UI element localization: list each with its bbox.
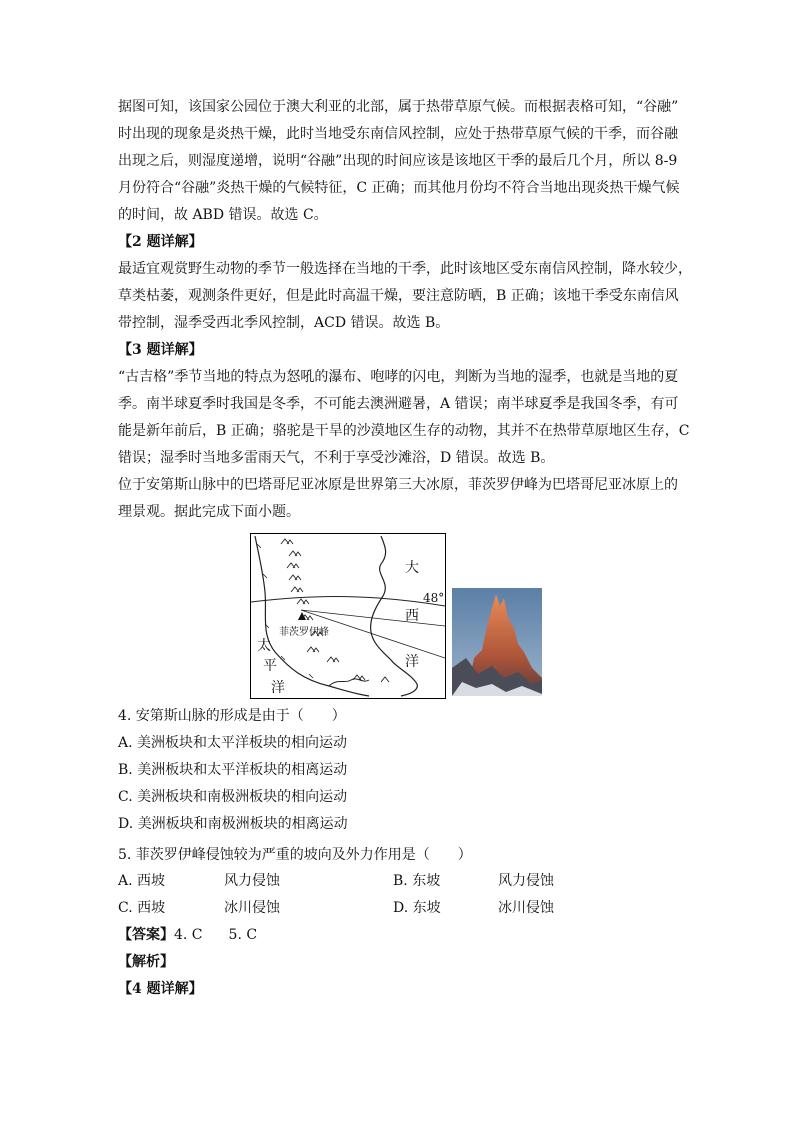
text-line: 据图可知，该国家公园位于澳大利亚的北部，属于热带草原气候。而根据表格可知，“谷融” <box>118 99 679 115</box>
mountain-symbols <box>281 539 389 682</box>
question-5-stem: 5. 菲茨罗伊峰侵蚀较为严重的坡向及外力作用是（ ） <box>118 847 472 863</box>
paragraph-intro <box>118 472 692 526</box>
latitude-line <box>251 597 445 607</box>
text-line: 出现之后，则湿度递增，说明“谷融”出现的时间应该是该地区干季的最后几个月，所以 8-9 <box>118 153 678 169</box>
paragraph-q2-explanation <box>118 256 692 337</box>
analysis-header: 【解析】 <box>118 954 174 970</box>
text-line: 能是新年前后，B 正确；骆驼是干旱的沙漠地区生存的动物，其并不在热带草原地区生存，C <box>118 423 690 439</box>
fitz-roy-photo <box>452 588 542 696</box>
question-5-option-c-slope: C. 西坡 <box>118 900 166 916</box>
question-5-option-d-slope: D. 东坡 <box>393 900 441 916</box>
text-line: 时出现的现象是炎热干燥，此时当地受东南信风控制，应处于热带草原气候的干季，而谷融 <box>118 126 678 142</box>
question-4-option-c: C. 美洲板块和南极洲板块的相向运动 <box>118 789 348 805</box>
paragraph-q1-explanation <box>118 94 692 229</box>
question-5-option-c-force: 冰川侵蚀 <box>224 900 280 916</box>
label-pacific-3: 洋 <box>271 680 285 696</box>
latitude-label: 48° <box>423 591 445 605</box>
patagonia-map <box>250 533 446 699</box>
peak-marker-icon <box>298 612 306 620</box>
question-5-option-a-slope: A. 西坡 <box>118 873 166 889</box>
map-drawing <box>251 534 445 698</box>
answer-q4: 4. C <box>174 927 203 943</box>
answer-line <box>118 922 257 949</box>
question-4-option-b: B. 美洲板块和太平洋板块的相离运动 <box>118 762 348 778</box>
question-5-option-b-slope: B. 东坡 <box>393 873 441 889</box>
label-pacific-2: 平 <box>263 658 277 674</box>
question-4-option-a: A. 美洲板块和太平洋板块的相向运动 <box>118 735 348 751</box>
text-line: 带控制，湿季受西北季风控制，ACD 错误。故选 B。 <box>118 315 450 331</box>
peak-name-label: 菲茨罗伊峰 <box>279 627 329 638</box>
peak-photo-drawing <box>452 588 542 696</box>
text-line: 理景观。据此完成下面小题。 <box>118 504 300 520</box>
question-5-option-b-force: 风力侵蚀 <box>498 873 554 889</box>
paragraph-q3-explanation <box>118 364 692 472</box>
text-line: 季。南半球夏季时我国是冬季，不可能去澳洲避暑，A 错误；南半球夏季是我国冬季，有可 <box>118 396 679 412</box>
question-5-option-a-force: 风力侵蚀 <box>224 873 280 889</box>
section-header-q4: 【4 题详解】 <box>118 981 203 997</box>
label-atlantic-3: 洋 <box>405 654 419 670</box>
text-line: 错误；湿季时当地多雷雨天气，不利于享受沙滩浴，D 错误。故选 B。 <box>118 450 555 466</box>
text-line: 最适宜观赏野生动物的季节一般选择在当地的干季，此时该地区受东南信风控制，降水较少， <box>118 261 692 277</box>
label-atlantic-1: 大 <box>405 560 419 576</box>
text-line: 月份符合“谷融”炎热干燥的气候特征，C 正确；而其他月份均不符合当地出现炎热干燥气候 <box>118 180 680 196</box>
label-atlantic-2: 西 <box>405 608 419 624</box>
text-line: 的时间，故 ABD 错误。故选 C。 <box>118 207 328 223</box>
question-5-option-d-force: 冰川侵蚀 <box>498 900 554 916</box>
question-4-stem: 4. 安第斯山脉的形成是由于（ ） <box>118 708 346 724</box>
section-header-q2: 【2 题详解】 <box>118 234 203 250</box>
text-line: 位于安第斯山脉中的巴塔哥尼亚冰原是世界第三大冰原，菲茨罗伊峰为巴塔哥尼亚冰原上的 <box>118 477 678 493</box>
question-4-option-d: D. 美洲板块和南极洲板块的相离运动 <box>118 816 348 832</box>
label-pacific-1: 太 <box>257 638 271 654</box>
section-header-q3: 【3 题详解】 <box>118 342 203 358</box>
answer-label: 【答案】 <box>118 927 174 943</box>
river-line <box>329 679 369 686</box>
text-line: “古吉格”季节当地的特点为怒吼的瀑布、咆哮的闪电，判断为当地的湿季，也就是当地的夏 <box>118 369 679 385</box>
answer-q5: 5. C <box>228 927 258 943</box>
text-line: 草类枯萎，观测条件更好，但是此时高温干燥，要注意防晒，B 正确；该地干季受东南信风 <box>118 288 679 304</box>
